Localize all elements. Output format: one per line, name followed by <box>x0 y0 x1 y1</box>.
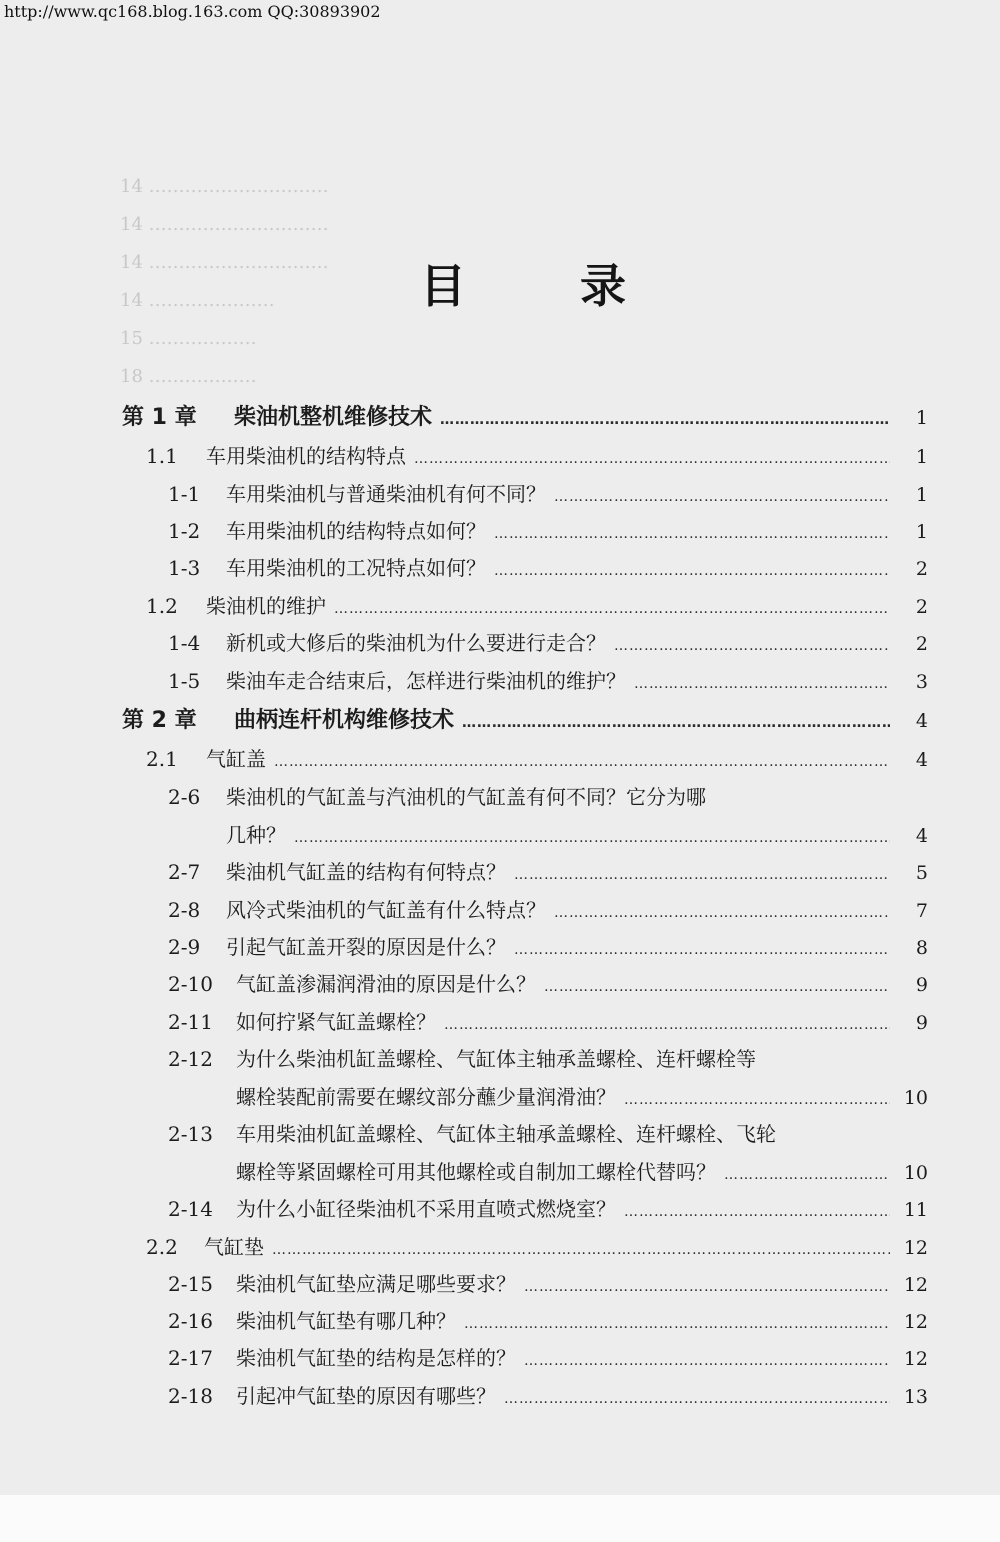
toc-item[interactable] <box>168 478 928 507</box>
toc-page-number: 9 <box>915 1012 928 1034</box>
toc-page-number: 3 <box>915 671 928 693</box>
toc-page-number: 2 <box>915 558 928 580</box>
toc-page-number: 4 <box>915 825 928 847</box>
toc-chapter[interactable] <box>122 400 928 431</box>
toc-page-number: 12 <box>903 1348 928 1370</box>
toc-chapter-number: 第 2 章 <box>122 708 197 733</box>
toc-item-title: 柴油车走合结束后，怎样进行柴油机的维护？ <box>226 669 626 693</box>
toc-leader <box>624 1204 890 1220</box>
toc-page-number: 12 <box>903 1237 928 1259</box>
toc-item-first-line[interactable] <box>168 1043 756 1072</box>
page-title <box>420 250 630 316</box>
toc-item-title: 车用柴油机与普通柴油机有何不同？ <box>226 482 546 506</box>
toc-leader <box>274 754 890 770</box>
toc-page-number: 2 <box>915 596 928 618</box>
toc-item[interactable] <box>168 1006 928 1035</box>
toc-item-number: 1-1 <box>168 482 201 506</box>
toc-item-title: 柴油机气缸垫的结构是怎样的？ <box>236 1346 516 1370</box>
toc-section[interactable] <box>146 1231 928 1260</box>
header-url: http://www.qc168.blog.163.com QQ:30893902 <box>4 2 381 21</box>
toc-item-number: 2-11 <box>168 1010 213 1034</box>
toc-section-title: 气缸垫 <box>204 1235 264 1259</box>
toc-item[interactable] <box>168 665 928 694</box>
toc-section[interactable] <box>146 590 928 619</box>
toc-leader <box>554 489 890 505</box>
toc-leader <box>724 1167 890 1183</box>
toc-leader <box>554 905 890 921</box>
toc-page-number: 4 <box>915 749 928 771</box>
toc-leader <box>524 1279 890 1295</box>
toc-leader <box>514 942 890 958</box>
toc-section[interactable] <box>146 743 928 772</box>
toc-leader <box>624 1092 890 1108</box>
toc-item-number: 2-9 <box>168 935 201 959</box>
toc-leader <box>440 412 890 428</box>
toc-item-title-continued: 螺栓装配前需要在螺纹部分蘸少量润滑油？ <box>236 1085 616 1109</box>
toc-item-number: 2-10 <box>168 972 213 996</box>
toc-item-number: 2-7 <box>168 860 201 884</box>
toc-item-title: 柴油机气缸垫应满足哪些要求？ <box>236 1272 516 1296</box>
toc-leader <box>544 979 890 995</box>
toc-page-number: 5 <box>915 862 928 884</box>
toc-item-title: 引起冲气缸垫的原因有哪些？ <box>236 1384 496 1408</box>
toc-leader <box>634 676 890 692</box>
toc-item-title: 新机或大修后的柴油机为什么要进行走合？ <box>226 631 606 655</box>
toc-section-number: 2.2 <box>146 1235 178 1259</box>
toc-page-number: 1 <box>915 407 928 429</box>
toc-item[interactable] <box>168 1305 928 1334</box>
toc-item-title: 为什么小缸径柴油机不采用直喷式燃烧室？ <box>236 1197 616 1221</box>
toc-leader <box>504 1391 890 1407</box>
toc-leader <box>272 1242 890 1258</box>
toc-chapter-title: 柴油机整机维修技术 <box>234 405 433 430</box>
toc-section-number: 2.1 <box>146 747 178 771</box>
toc-leader <box>444 1017 890 1033</box>
toc-section[interactable] <box>146 440 928 469</box>
toc-item-title: 为什么柴油机缸盖螺栓、气缸体主轴承盖螺栓、连杆螺栓等 <box>236 1047 756 1071</box>
toc-item-title: 柴油机气缸盖的结构有何特点？ <box>226 860 506 884</box>
toc-item-first-line[interactable] <box>168 1118 776 1147</box>
toc-item-title: 风冷式柴油机的气缸盖有什么特点？ <box>226 898 546 922</box>
scan-bottom-margin <box>0 1495 1000 1542</box>
toc-page-number: 1 <box>915 521 928 543</box>
toc-page: http://www.qc168.blog.163.com QQ:30893902 14 ………………………… 14 ………………………… 14 ………………………… 14 ………………… 15 ……………… 18 ……………… 目 录 第 1 章 柴油机整机维修技术 ……………………………………………………………………………………………………………………………………………………… 1 1.1 车用柴油机的结构特点 ……………………………………………………………………………………………………………………………………………………… 1 1-1 车用柴油机与普通柴油机有何不同？ ……………………………………………………………………………………………………………………………………………………… 1 1-2 车用柴油机的结构特点如何？ ……………………………………………………………………………………………………………………………………………………… 1 1-3 车用柴油机的工况特点如何？ ……………………………………………………………………………………………………………………………………………………… 2 1.2 柴油机的维护 ……………………………………………………………………………………………………………………………………………………… 2 1-4 新机或大修后的柴油机为什么要进行走合？ ……………………………………………………………………………………………………………………………………………………… 2 1-5 柴油车走合结束后，怎样进行柴油机的维护？ ……………………………………………………………………………………………………………………………………………………… 3 第 2 章 曲柄连杆机构维修技术 ……………………………………………………………………………………………………………………………………………………… 4 2.1 气缸盖 ……………………………………………………………………………………………………………………………………………………… 4 2-6 柴油机的气缸盖与汽油机的气缸盖有何不同？它分为哪 几种？ ……………………………………………………………………………………………………………………………………………………… 4 2-7 柴油机气缸盖的结构有何特点？ ……………………………………………………………………………………………………………………………………………………… 5 2-8 风冷式柴油机的气缸盖有什么特点？ ……………………………………………………………………………………………………………………………………………………… 7 2-9 引起气缸盖开裂的原因是什么？ ……………………………………………………………………………………………………………………………………………………… 8 2-10 气缸盖渗漏润滑油的原因是什么？ ……………………………………………………………………………………………………………………………………………………… 9 2-11 如何拧紧气缸盖螺栓？ ……………………………………………………………………………………………………………………………………………………… 9 2-12 为什么柴油机缸盖螺栓、气缸体主轴承盖螺栓、连杆螺栓等 螺栓装配前需要在螺纹部分蘸少量润滑油？ ……………………………………………………………………………………………………………………………………………………… 10 2-13 车用柴油机缸盖螺栓、气缸体主轴承盖螺栓、连杆螺栓、飞轮 螺栓等紧固螺栓可用其他螺栓或自制加工螺栓代替吗？ ……………………………………………………………………………………………………………………………………………………… 10 2-14 为什么小缸径柴油机不采用直喷式燃烧室？ ……………………………………………………………………………………………………………………………………………………… 11 2.2 气缸垫 ……………………………………………………………………………………………………………………………………………………… 12 2-15 柴油机气缸垫应满足哪些要求？ ……………………………………………………………………………………………………………………………………………………… 12 2-16 柴油机气缸垫有哪几种？ ……………………………………………………………………………………………………………………………………………………… 12 2-17 柴油机气缸垫的结构是怎样的？ ……………………………………………………………………………………………………………………………………………………… 12 2-18 引起冲气缸垫的原因有哪些？ ……………………………………………………………………………………………………………………………………………………… 13 <box>0 0 1000 1542</box>
toc-item-title: 如何拧紧气缸盖螺栓？ <box>236 1010 436 1034</box>
toc-item[interactable] <box>236 1081 928 1110</box>
toc-item-number: 2-18 <box>168 1384 213 1408</box>
toc-item-title-continued: 几种？ <box>226 823 286 847</box>
toc-item-title: 引起气缸盖开裂的原因是什么？ <box>226 935 506 959</box>
toc-section-title: 车用柴油机的结构特点 <box>206 444 406 468</box>
toc-leader <box>514 867 890 883</box>
toc-leader <box>294 830 890 846</box>
toc-item[interactable] <box>168 968 928 997</box>
toc-item-number: 2-15 <box>168 1272 213 1296</box>
toc-section-title: 柴油机的维护 <box>206 594 326 618</box>
title-char: 录 <box>580 259 630 313</box>
toc-page-number: 4 <box>915 710 928 732</box>
toc-item[interactable] <box>236 1156 928 1185</box>
toc-item-title-continued: 螺栓等紧固螺栓可用其他螺栓或自制加工螺栓代替吗？ <box>236 1160 716 1184</box>
toc-page-number: 11 <box>903 1199 928 1221</box>
toc-page-number: 2 <box>915 633 928 655</box>
toc-item[interactable] <box>226 819 928 848</box>
toc-item[interactable] <box>168 515 928 544</box>
toc-item-first-line[interactable] <box>168 781 706 810</box>
toc-item-number: 2-17 <box>168 1346 213 1370</box>
toc-item[interactable] <box>168 1342 928 1371</box>
toc-leader <box>494 563 890 579</box>
toc-page-number: 10 <box>903 1087 928 1109</box>
toc-item-title: 车用柴油机的结构特点如何？ <box>226 519 486 543</box>
toc-item-title: 柴油机气缸垫有哪几种？ <box>236 1309 456 1333</box>
toc-item[interactable] <box>168 856 928 885</box>
toc-item[interactable] <box>168 1193 928 1222</box>
toc-item-number: 2-16 <box>168 1309 213 1333</box>
toc-section-number: 1.1 <box>146 444 178 468</box>
toc-page-number: 1 <box>915 484 928 506</box>
toc-item-number: 2-14 <box>168 1197 213 1221</box>
toc-item-title: 车用柴油机的工况特点如何？ <box>226 556 486 580</box>
toc-page-number: 12 <box>903 1311 928 1333</box>
toc-item[interactable] <box>168 1268 928 1297</box>
toc-item-number: 1-2 <box>168 519 201 543</box>
toc-page-number: 7 <box>915 900 928 922</box>
toc-item[interactable] <box>168 931 928 960</box>
toc-chapter[interactable] <box>122 703 928 734</box>
toc-item[interactable] <box>168 552 928 581</box>
toc-leader <box>414 451 890 467</box>
toc-item[interactable] <box>168 894 928 923</box>
toc-section-number: 1.2 <box>146 594 178 618</box>
toc-page-number: 10 <box>903 1162 928 1184</box>
title-char: 目 <box>420 259 470 313</box>
toc-leader <box>462 715 890 731</box>
toc-item[interactable] <box>168 627 928 656</box>
toc-leader <box>614 638 890 654</box>
toc-item-number: 2-8 <box>168 898 201 922</box>
toc-item-number: 1-3 <box>168 556 201 580</box>
toc-item-title: 柴油机的气缸盖与汽油机的气缸盖有何不同？它分为哪 <box>226 785 706 809</box>
toc-page-number: 9 <box>915 974 928 996</box>
toc-item-number: 1-4 <box>168 631 201 655</box>
toc-section-title: 气缸盖 <box>206 747 266 771</box>
toc-item-title: 车用柴油机缸盖螺栓、气缸体主轴承盖螺栓、连杆螺栓、飞轮 <box>236 1122 776 1146</box>
toc-chapter-title: 曲柄连杆机构维修技术 <box>234 708 455 733</box>
toc-page-number: 12 <box>903 1274 928 1296</box>
toc-leader <box>524 1353 890 1369</box>
toc-leader <box>334 601 890 617</box>
toc-item-number: 2-12 <box>168 1047 213 1071</box>
toc-item-number: 2-13 <box>168 1122 213 1146</box>
toc-page-number: 8 <box>915 937 928 959</box>
toc-page-number: 1 <box>915 446 928 468</box>
toc-chapter-number: 第 1 章 <box>122 405 197 430</box>
toc-item-number: 2-6 <box>168 785 201 809</box>
toc-leader <box>494 526 890 542</box>
toc-page-number: 13 <box>903 1386 928 1408</box>
toc-item-title: 气缸盖渗漏润滑油的原因是什么？ <box>236 972 536 996</box>
toc-item[interactable] <box>168 1380 928 1409</box>
toc-leader <box>464 1316 890 1332</box>
toc-item-number: 1-5 <box>168 669 201 693</box>
